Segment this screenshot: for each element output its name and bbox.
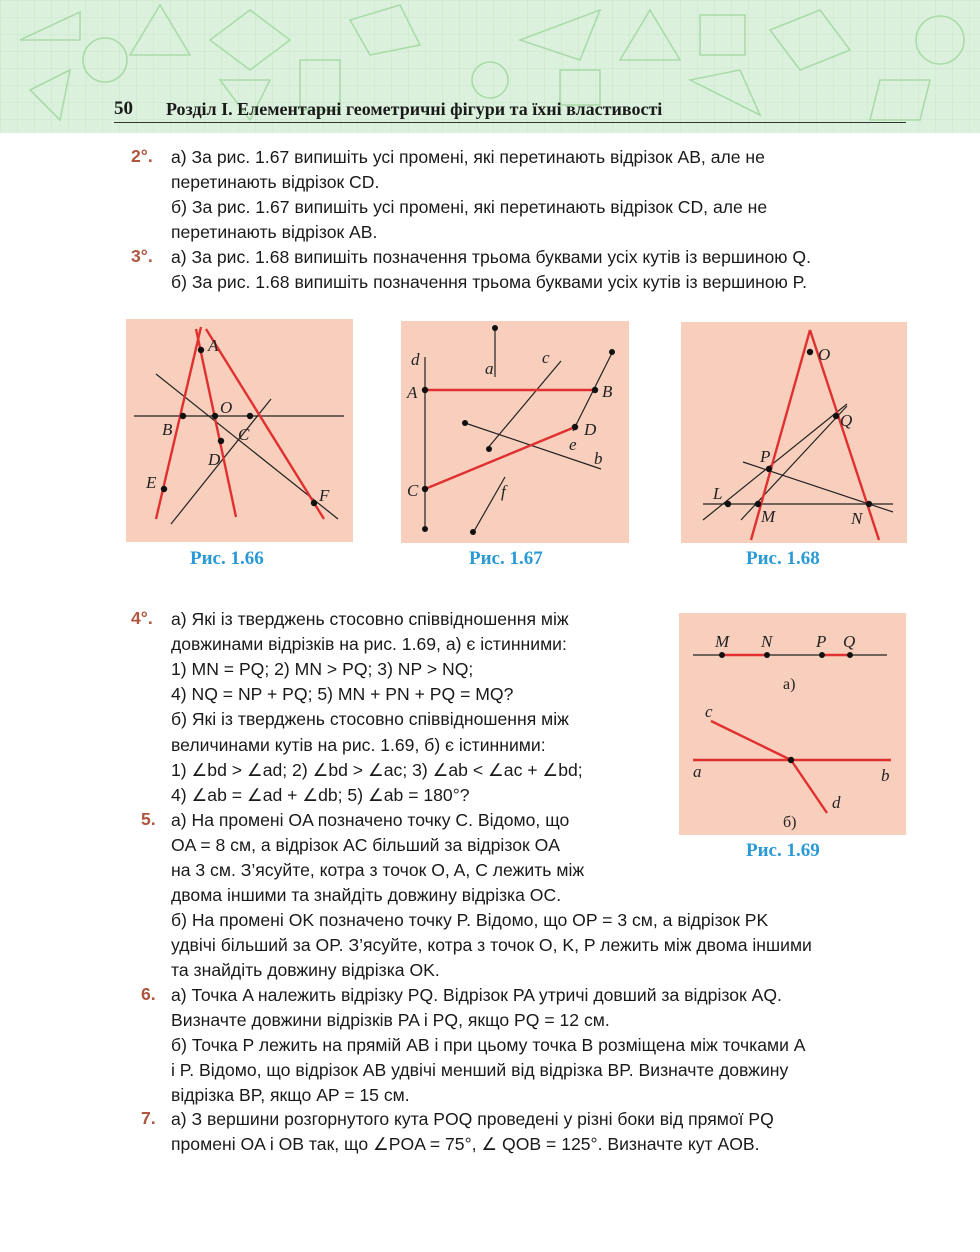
problem-text: і P. Відомо, що відрізок AB удвічі менший від відрізка BP. Визначте довжину (171, 1060, 789, 1080)
label-c: c (542, 348, 550, 367)
label-E: E (146, 473, 157, 492)
problem-text: а) Які із тверджень стосовно співвідношення між (171, 609, 569, 629)
problem-text: б) За рис. 1.68 випишіть позначення трьома буквами усіх кутів із вершиною P. (171, 272, 808, 292)
label-D: D (584, 420, 597, 439)
label-part-b: б) (783, 814, 797, 831)
problem-text: 1) MN = PQ; 2) MN > PQ; 3) NP > NQ; (171, 659, 474, 679)
header-rule (114, 122, 906, 123)
problem-text: 1) ∠bd > ∠ad; 2) ∠bd > ∠ac; 3) ∠ab < ∠ac + ∠bd; (171, 760, 583, 780)
figure-1-66 (126, 319, 353, 542)
label-b: b (881, 766, 890, 785)
problem-text: OA = 8 см, а відрізок AC більший за відрізок OA (171, 835, 560, 855)
problem-text: відрізка BP, якщо AP = 15 см. (171, 1085, 410, 1105)
label-d: d (832, 793, 841, 812)
label-f: f (501, 482, 506, 501)
problem-text: двома іншими та знайдіть довжину відрізка OC. (171, 885, 562, 905)
label-N: N (761, 632, 773, 651)
label-B: B (162, 420, 173, 439)
label-Q: Q (843, 632, 856, 651)
figure-1-69 (679, 613, 906, 835)
problem-text: перетинають відрізок AB. (171, 222, 378, 242)
label-B: B (602, 382, 613, 401)
problem-number-5: 5. (141, 809, 156, 829)
label-P: P (816, 632, 827, 651)
problem-text: величинами кутів на рис. 1.69, б) є істинними: (171, 735, 546, 755)
problem-text: б) Точка P лежить на прямій AB і при цьому точка B розміщена між точками A (171, 1035, 806, 1055)
label-M: M (715, 632, 730, 651)
label-C: C (407, 481, 419, 500)
label-b: b (594, 449, 603, 468)
problem-text: б) На промені OK позначено точку P. Відомо, що OP = 3 см, а відрізок PK (171, 910, 769, 930)
label-a: a (693, 762, 702, 781)
problem-text: б) За рис. 1.67 випишіть усі промені, які перетинають відрізок CD, але не (171, 197, 768, 217)
label-D: D (208, 450, 221, 469)
problem-text: удвічі більший за OP. З’ясуйте, котра з точок O, K, P лежить між двома іншими (171, 935, 812, 955)
problem-text: а) На промені OA позначено точку C. Відомо, що (171, 810, 570, 830)
problem-text: а) З вершини розгорнутого кута POQ проведені у різні боки від прямої PQ (171, 1109, 774, 1129)
caption-1-66: Рис. 1.66 (190, 548, 264, 569)
problem-text: а) За рис. 1.68 випишіть позначення трьома буквами усіх кутів із вершиною Q. (171, 247, 811, 267)
problem-text: промені OA і OB так, що ∠POA = 75°, ∠ QOB = 125°. Визначте кут AOB. (171, 1134, 760, 1154)
problem-text: та знайдіть довжину відрізка OK. (171, 960, 440, 980)
label-A: A (208, 336, 219, 355)
figure-1-67 (401, 321, 629, 543)
label-A: A (407, 383, 418, 402)
label-Q: Q (840, 411, 853, 430)
problem-number-4: 4°. (131, 608, 153, 628)
label-O: O (818, 345, 831, 364)
problem-text: 4) ∠ab = ∠ad + ∠db; 5) ∠ab = 180°? (171, 785, 470, 805)
label-a: a (485, 359, 494, 378)
label-C: C (238, 425, 250, 444)
problem-text: б) Які із тверджень стосовно співвідношення між (171, 709, 569, 729)
label-F: F (319, 486, 330, 505)
chapter-title: Розділ І. Елементарні геометричні фігури та їхні властивості (166, 99, 663, 119)
problem-text: перетинають відрізок CD. (171, 172, 380, 192)
problem-text: а) Точка A належить відрізку PQ. Відрізок PA утричі довший за відрізок AQ. (171, 985, 782, 1005)
label-N: N (851, 509, 863, 528)
problem-text: 4) NQ = NP + PQ; 5) MN + PN + PQ = MQ? (171, 684, 514, 704)
caption-1-67: Рис. 1.67 (469, 548, 543, 569)
figure-1-68 (681, 322, 907, 543)
problem-text: довжинами відрізків на рис. 1.69, а) є істинними: (171, 634, 567, 654)
label-M: M (761, 507, 776, 526)
problem-number-3: 3°. (131, 246, 153, 266)
label-O: O (220, 398, 233, 417)
problem-number-2: 2°. (131, 146, 153, 166)
label-L: L (713, 484, 723, 503)
problem-text: на 3 см. З’ясуйте, котра з точок O, A, C лежить між (171, 860, 585, 880)
label-d: d (411, 350, 420, 369)
label-part-a: а) (783, 676, 796, 693)
label-P: P (760, 447, 771, 466)
label-e: e (569, 435, 577, 454)
problem-text: Визначте довжини відрізків PA і PQ, якщо PQ = 12 см. (171, 1010, 610, 1030)
problem-text: а) За рис. 1.67 випишіть усі промені, які перетинають відрізок AB, але не (171, 147, 765, 167)
caption-1-68: Рис. 1.68 (746, 548, 820, 569)
problem-number-6: 6. (141, 984, 156, 1004)
caption-1-69: Рис. 1.69 (746, 840, 820, 861)
page-number: 50 (114, 98, 133, 119)
label-c: c (705, 702, 713, 721)
problem-number-7: 7. (141, 1108, 156, 1128)
